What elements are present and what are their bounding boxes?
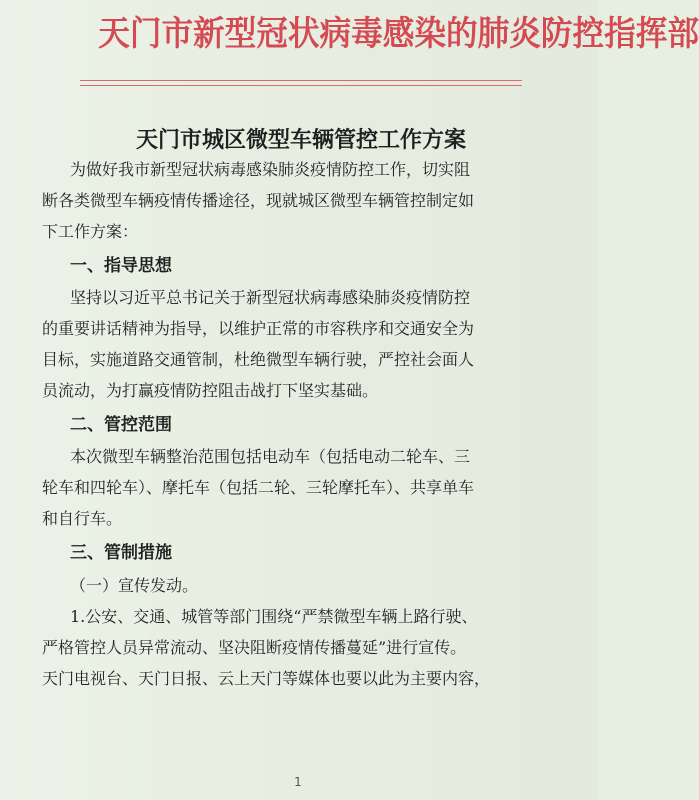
paragraph-line: 轮车和四轮车）、摩托车（包括二轮、三轮摩托车）、共享单车 — [42, 478, 475, 497]
section-heading-guiding-thought: 一、指导思想 — [70, 256, 172, 276]
page-number: 1 — [294, 775, 302, 789]
paragraph-line: 严格管控人员异常流动、坚决阻断疫情传播蔓延”进行宣传。 — [42, 638, 467, 657]
section-paragraph-control-measures — [42, 601, 560, 694]
intro-line: 为做好我市新型冠状病毒感染肺炎疫情防控工作，切实阻 — [70, 160, 471, 179]
paragraph-line: 1.公安、交通、城管等部门围绕“严禁微型车辆上路行驶、 — [70, 607, 478, 626]
section-paragraph-guiding-thought — [42, 282, 560, 406]
paragraph-line: 坚持以习近平总书记关于新型冠状病毒感染肺炎疫情防控 — [70, 288, 471, 307]
section-heading-control-scope: 二、管控范围 — [70, 415, 172, 435]
paragraph-line: 和自行车。 — [42, 509, 123, 528]
paragraph-line: 员流动，为打赢疫情防控阻击战打下坚实基础。 — [42, 381, 379, 400]
letterhead — [42, 0, 699, 92]
letterhead-top-rule — [80, 80, 522, 81]
document-title: 天门市城区微型车辆管控工作方案 — [135, 127, 466, 153]
subsection-heading-publicity: （一）宣传发动。 — [70, 576, 199, 595]
section-heading-control-measures: 三、管制措施 — [70, 543, 172, 563]
intro-line: 断各类微型车辆疫情传播途径，现就城区微型车辆管控制定如 — [42, 191, 475, 210]
letterhead-bottom-rule — [80, 85, 522, 86]
section-paragraph-control-scope — [42, 441, 560, 534]
paragraph-line: 本次微型车辆整治范围包括电动车（包括电动二轮车、三 — [70, 447, 471, 466]
letterhead-title: 天门市新型冠状病毒感染的肺炎防控指挥部 — [98, 14, 699, 54]
paragraph-line: 的重要讲话精神为指导，以维护正常的市容秩序和交通安全为 — [42, 319, 475, 338]
paragraph-line: 目标，实施道路交通管制，杜绝微型车辆行驶，严控社会面人 — [42, 350, 475, 369]
intro-paragraph — [42, 154, 560, 247]
intro-line: 下工作方案： — [42, 222, 139, 241]
paragraph-line: 天门电视台、天门日报、云上天门等媒体也要以此为主要内容， — [42, 669, 491, 688]
